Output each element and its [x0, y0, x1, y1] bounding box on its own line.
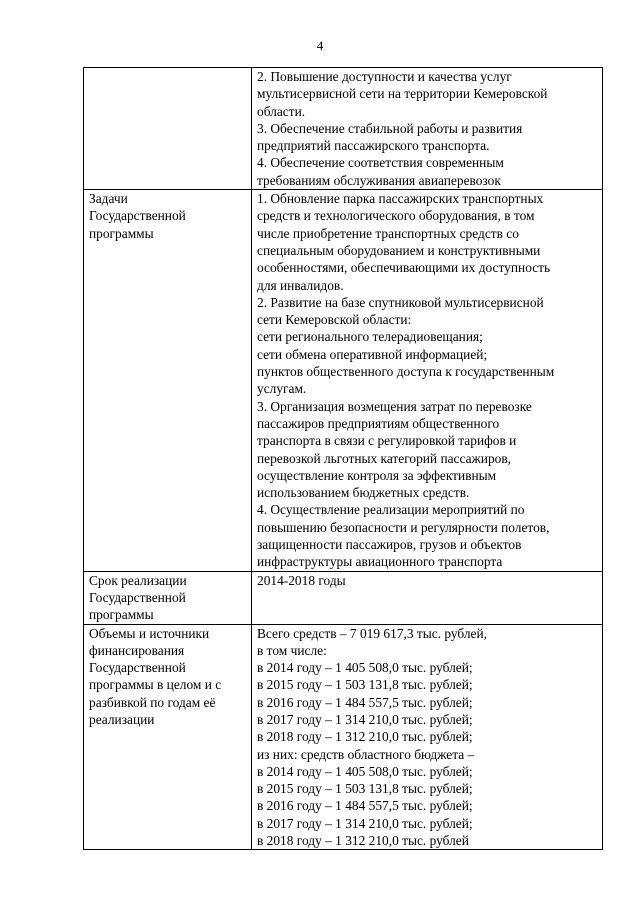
label-line: Задачи — [89, 191, 128, 207]
value-line: 3. Организация возмещения затрат по перевозке — [257, 398, 532, 414]
value-line: требованиям обслуживания авиаперевозок — [257, 172, 501, 188]
value-line: использованием бюджетных средств. — [257, 485, 470, 501]
value-line: Всего средств – 7 019 617,3 тыс. рублей, — [257, 625, 488, 641]
label-line: программы — [89, 607, 154, 623]
value-line: в том числе: — [257, 642, 327, 658]
label-line: Государственной — [89, 589, 186, 605]
label-line: разбивкой по годам её — [89, 694, 216, 710]
page-number: 4 — [316, 38, 324, 53]
value-line: в 2014 году – 1 405 508,0 тыс. рублей; — [257, 763, 473, 779]
label-line: программы в целом и с — [89, 677, 222, 693]
value-line: в 2016 году – 1 484 557,5 тыс. рублей; — [257, 694, 473, 710]
value-line: пунктов общественного доступа к государственным — [257, 364, 555, 380]
label-cell — [84, 190, 252, 572]
value-line: в 2014 году – 1 405 508,0 тыс. рублей; — [257, 660, 473, 676]
value-line: средств и технологического оборудования, в том — [257, 208, 535, 224]
label-cell — [84, 68, 252, 190]
label-line: финансирования — [89, 642, 185, 658]
value-line: осуществление контроля за эффективным — [257, 467, 497, 483]
value-line: мультисервисной сети на территории Кемеровской — [257, 86, 548, 102]
label-line: реализации — [89, 711, 155, 727]
value-line: 2. Развитие на базе спутниковой мультисервисной — [257, 294, 544, 310]
value-cell — [252, 68, 603, 190]
table-body — [84, 68, 603, 850]
value-line: 4. Осуществление реализации мероприятий по — [257, 502, 525, 518]
value-line: защищенности пассажиров, грузов и объектов — [257, 537, 522, 553]
label-line: Объемы и источники — [89, 625, 210, 641]
label-line: Срок реализации — [89, 572, 187, 588]
label-line: программы — [89, 225, 154, 241]
tasks-row — [84, 190, 603, 572]
value-line: пассажиров предприятиям общественного — [257, 415, 500, 431]
value-line: 3. Обеспечение стабильной работы и развития — [257, 120, 523, 136]
value-line: числе приобретение транспортных средств со — [257, 225, 519, 241]
implementation-period-row — [84, 571, 603, 624]
value-line: инфраструктуры авиационного транспорта — [257, 554, 503, 570]
value-line: транспорта в связи с регулировкой тарифов и — [257, 433, 517, 449]
value-line: специальным оборудованием и конструктивными — [257, 242, 541, 258]
goals-continued-row — [84, 68, 603, 190]
value-line: для инвалидов. — [257, 277, 344, 293]
value-line: перевозкой льготных категорий пассажиров, — [257, 450, 512, 466]
value-line: сети регионального телерадиовещания; — [257, 329, 483, 345]
value-line: в 2018 году – 1 312 210,0 тыс. рублей; — [257, 729, 473, 745]
value-line: в 2016 году – 1 484 557,5 тыс. рублей; — [257, 798, 473, 814]
value-line: 2. Повышение доступности и качества услуг — [257, 69, 512, 84]
value-line: в 2015 году – 1 503 131,8 тыс. рублей; — [257, 677, 473, 693]
value-line: 2014-2018 годы — [257, 572, 346, 588]
value-line: сети обмена оперативной информацией; — [257, 346, 488, 362]
value-line: сети Кемеровской области: — [257, 312, 412, 328]
value-line: из них: средств областного бюджета – — [257, 746, 475, 762]
value-cell — [252, 571, 603, 624]
value-line: в 2017 году – 1 314 210,0 тыс. рублей; — [257, 815, 473, 831]
label-cell — [84, 571, 252, 624]
label-line: Государственной — [89, 660, 186, 676]
value-line: в 2015 году – 1 503 131,8 тыс. рублей; — [257, 781, 473, 797]
value-cell — [252, 190, 603, 572]
funding-row — [84, 624, 603, 850]
value-cell — [252, 624, 603, 850]
value-line: услугам. — [257, 381, 307, 397]
value-line: 4. Обеспечение соответствия современным — [257, 155, 504, 171]
value-line: области. — [257, 103, 306, 119]
value-line: в 2018 году – 1 312 210,0 тыс. рублей — [257, 833, 469, 849]
label-line: Государственной — [89, 208, 186, 224]
label-cell — [84, 624, 252, 850]
value-line: повышению безопасности и регулярности полетов, — [257, 519, 550, 535]
program-passport-table — [83, 67, 603, 850]
value-line: особенностями, обеспечивающими их доступность — [257, 260, 551, 276]
value-line: в 2017 году – 1 314 210,0 тыс. рублей; — [257, 711, 473, 727]
value-line: 1. Обновление парка пассажирских транспортных — [257, 191, 544, 207]
value-line: предприятий пассажирского транспорта. — [257, 138, 490, 154]
